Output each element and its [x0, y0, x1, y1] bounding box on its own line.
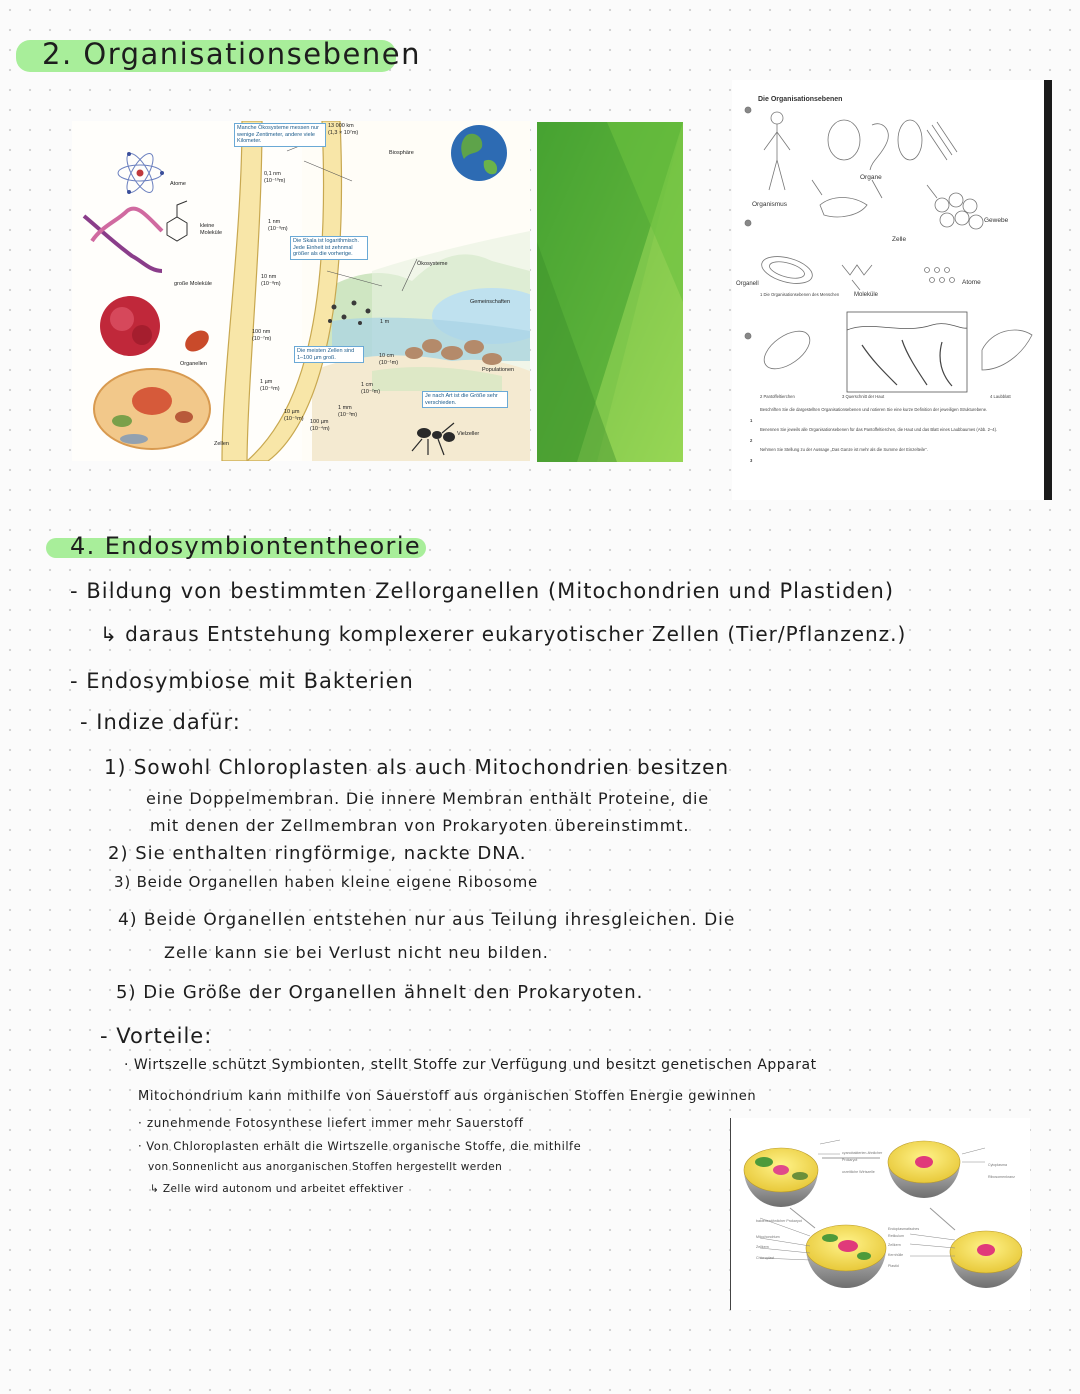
ws-label-zelle: Zelle	[892, 236, 907, 243]
indiz-1b: eine Doppelmembran. Die innere Membran enthält Proteine, die	[146, 789, 709, 808]
ws-label-organismus: Organismus	[752, 201, 788, 208]
section2-title: 2. Organisationsebenen	[42, 37, 421, 71]
cells-label-plastid: Plastid	[888, 1264, 899, 1268]
label-communities: Gemeinschaften	[470, 299, 511, 305]
ws-label-molekuele: Moleküle	[854, 292, 879, 298]
cells-label-nucleus: Zellkern	[756, 1245, 769, 1249]
label-multicellular: Vielzeller	[457, 431, 480, 437]
scale-1mm: 1 mm (10⁻³m)	[338, 405, 358, 418]
indiz-4a: 4) Beide Organellen entstehen nur aus Teilung ihresgleichen. Die	[118, 910, 736, 930]
scale-10um: 10 µm (10⁻⁵m)	[284, 409, 304, 422]
note-cell-size: Die meisten Zellen sind 1–100 µm groß.	[294, 346, 364, 363]
vorteil-4: · Von Chloroplasten erhält die Wirtszelle organische Stoffe, die mithilfe	[138, 1139, 582, 1153]
scale-1nm: 1 nm (10⁻⁹m)	[268, 219, 288, 232]
endosymbiosis-figure	[730, 1118, 1030, 1310]
label-small-molecules: kleine Moleküle	[200, 223, 223, 236]
line-endosymbiose: - Endosymbiose mit Bakterien	[70, 669, 414, 693]
ws-label-gewebe: Gewebe	[984, 217, 1009, 224]
indiz-1c: mit denen der Zellmembran von Prokaryoten übereinstimmt.	[150, 816, 690, 835]
vorteil-2: Mitochondrium kann mithilfe von Sauerstoff aus organischen Stoffen Energie gewinnen	[138, 1089, 757, 1104]
section4-title: 4. Endosymbiontentheorie	[70, 532, 422, 560]
ws-task-2: 2 Benennen Sie jeweils alle Organisationsebenen für das Pantoffeltierchen, die Haut und das Blatt eines Laubbaumes (Abb. 2–4).	[750, 427, 998, 443]
ws-caption-1: 1 Die Organisationsebenen des Menschen	[760, 292, 840, 297]
label-large-molecules: große Moleküle	[174, 281, 212, 287]
green-slide-image	[537, 122, 683, 462]
scale-10nm: 10 nm (10⁻⁸m)	[261, 274, 281, 287]
cells-label-nucleolus: Kernhülle	[888, 1253, 904, 1257]
scale-10cm: 10 cm (10⁻¹m)	[379, 353, 399, 366]
worksheet-figure	[732, 80, 1052, 500]
label-biosphere: Biosphäre	[389, 150, 414, 156]
scale-1um: 1 µm (10⁻⁶m)	[260, 379, 280, 392]
indiz-2: 2) Sie enthalten ringförmige, nackte DNA.	[108, 843, 527, 864]
scale-01nm: 0,1 nm (10⁻¹⁰m)	[264, 171, 286, 184]
label-organelles: Organellen	[180, 361, 207, 367]
cells-label-host: urzeitliche Wirtszelle	[842, 1170, 875, 1174]
ws-caption-2: 2 Pantoffeltierchen	[760, 394, 795, 399]
scale-band	[222, 121, 262, 461]
vorteil-5: von Sonnenlicht aus anorganischen Stoffen hergestellt werden	[148, 1161, 503, 1173]
worksheet-title: Die Organisationsebenen	[758, 96, 843, 103]
label-populations: Populationen	[482, 367, 515, 373]
vorteile-heading: - Vorteile:	[100, 1024, 213, 1048]
indiz-3: 3) Beide Organellen haben kleine eigene Ribosome	[114, 873, 539, 891]
cells-label-prokaryote-b: bakterienähnlicher Prokaryot	[756, 1219, 802, 1223]
worksheet-illustrations	[732, 80, 1042, 400]
cells-label-cytoplasm: Cytoplasma	[988, 1163, 1007, 1167]
cells-label-er: Endoplasmatisches Retikulum	[888, 1227, 920, 1238]
vorteil-1: · Wirtszelle schützt Symbionten, stellt Stoffe zur Verfügung und besitzt genetischen Apparat	[124, 1057, 817, 1073]
label-ecosystems: Ökosysteme	[417, 261, 448, 267]
label-atoms: Atome	[170, 181, 186, 187]
indiz-1a: 1) Sowohl Chloroplasten als auch Mitochondrien besitzen	[104, 755, 729, 779]
label-cells: Zellen	[214, 441, 229, 447]
ws-label-organe: Organe	[860, 174, 882, 181]
vorteil-3: · zunehmende Fotosynthese liefert immer mehr Sauerstoff	[138, 1116, 524, 1130]
cells-label-chloro: Chloroplast	[756, 1256, 775, 1260]
line-daraus: ↳ daraus Entstehung komplexerer eukaryotischer Zellen (Tier/Pflanzenz.)	[100, 622, 907, 646]
cells-label-prokaryote-in: cyanobakterien-ähnlicher Prokaryot	[842, 1151, 883, 1162]
line-bildung: - Bildung von bestimmten Zellorganellen (Mitochondrien und Plastiden)	[70, 579, 895, 603]
note-log-scale: Die Skala ist logarithmisch. Jede Einheit ist zehnmal größer als die vorherige.	[290, 236, 368, 260]
line-indize: - Indize dafür:	[80, 710, 241, 734]
cells-label-nucleus2: Zellkern	[888, 1243, 901, 1247]
indiz-5: 5) Die Größe der Organellen ähnelt den Prokaryoten.	[116, 982, 644, 1003]
cells-label-ribosomes: Ribosomenkranz	[988, 1175, 1015, 1179]
ws-task-1: 1 Beschriften Sie die dargestellten Organisationsebenen und notieren Sie eine kurze Definition der jeweiligen Strukturebene.	[750, 407, 988, 423]
endosymbiosis-illustration	[730, 1118, 1030, 1310]
organization-scale-figure	[72, 121, 530, 461]
scale-1m: 1 m	[380, 319, 390, 325]
scale-earth: 13 000 km (1,3 × 10⁷m)	[328, 123, 359, 136]
ws-caption-4: 4 Laubblatt	[990, 394, 1011, 399]
indiz-4b: Zelle kann sie bei Verlust nicht neu bilden.	[164, 943, 549, 962]
ws-label-atome: Atome	[962, 279, 981, 286]
cells-label-mito: Mitochondrium	[756, 1235, 780, 1239]
scale-100um: 100 µm (10⁻⁴m)	[310, 419, 330, 432]
note-species-size: Je nach Art ist die Größe sehr verschieden.	[422, 391, 508, 408]
ws-label-organell: Organell	[736, 281, 759, 287]
ws-caption-3: 3 Querschnitt der Haut	[842, 394, 885, 399]
ws-task-3: 3 Nehmen Sie Stellung zu der Aussage „Das Ganze ist mehr als die Summe der Einzelteile“.	[750, 447, 928, 463]
vorteil-6: ↳ Zelle wird autonom und arbeitet effektiver	[150, 1183, 404, 1195]
note-ecosystem-size: Manche Ökosysteme messen nur wenige Zentimeter, andere viele Kilometer.	[234, 123, 326, 147]
scale-100nm: 100 nm (10⁻⁷m)	[252, 329, 272, 342]
scale-1cm: 1 cm (10⁻²m)	[361, 382, 381, 395]
